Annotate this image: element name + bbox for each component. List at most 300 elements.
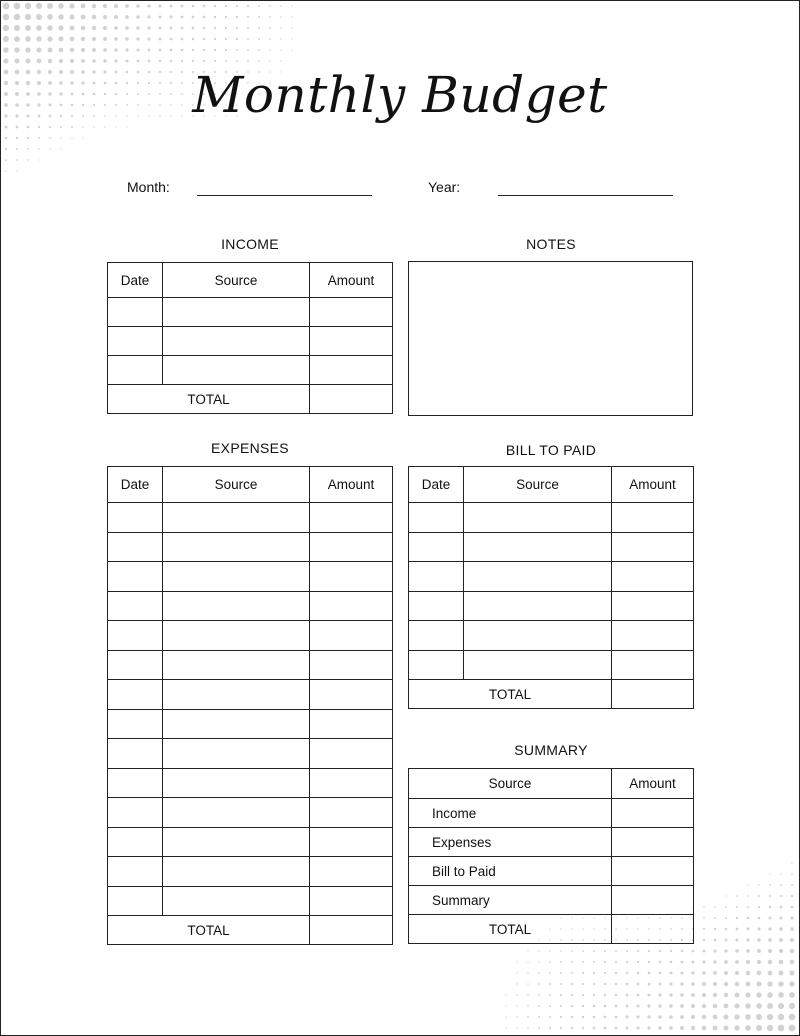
halftone-dot bbox=[691, 993, 695, 997]
halftone-dot bbox=[71, 137, 72, 138]
bills-date-cell[interactable] bbox=[409, 650, 464, 680]
halftone-dot bbox=[560, 961, 562, 963]
halftone-dot bbox=[769, 895, 771, 897]
halftone-dot bbox=[103, 48, 107, 52]
income-source-cell[interactable] bbox=[163, 356, 310, 385]
halftone-dot bbox=[582, 983, 584, 985]
halftone-dot bbox=[571, 994, 573, 996]
expenses-source-cell[interactable] bbox=[163, 857, 310, 887]
halftone-dot bbox=[58, 14, 63, 19]
expenses-source-cell[interactable] bbox=[163, 798, 310, 828]
halftone-dot bbox=[47, 36, 52, 41]
halftone-dot bbox=[48, 48, 53, 53]
halftone-dot bbox=[647, 1026, 650, 1029]
halftone-dot bbox=[60, 137, 62, 139]
halftone-dot bbox=[615, 950, 617, 952]
halftone-dot bbox=[756, 1025, 762, 1031]
halftone-dot bbox=[159, 49, 162, 52]
halftone-dot bbox=[703, 917, 705, 919]
page-title: Monthly Budget bbox=[192, 66, 608, 124]
summary-row bbox=[409, 828, 694, 857]
expenses-source-cell[interactable] bbox=[163, 768, 310, 798]
halftone-dot bbox=[516, 1027, 518, 1029]
halftone-dot bbox=[659, 972, 662, 975]
expenses-row bbox=[108, 680, 393, 710]
halftone-dot bbox=[702, 971, 706, 975]
halftone-dot bbox=[593, 950, 595, 952]
income-row bbox=[108, 356, 393, 385]
halftone-dot bbox=[560, 972, 562, 974]
halftone-dot bbox=[758, 906, 760, 908]
expenses-title: EXPENSES bbox=[211, 440, 289, 456]
halftone-dot bbox=[702, 1026, 706, 1030]
halftone-dot bbox=[36, 47, 41, 52]
halftone-dot bbox=[681, 950, 684, 953]
halftone-dot bbox=[14, 58, 19, 63]
halftone-dot bbox=[746, 971, 750, 975]
halftone-dot bbox=[703, 939, 706, 942]
income-source-cell[interactable] bbox=[163, 298, 310, 327]
halftone-dot bbox=[768, 938, 772, 942]
halftone-dot bbox=[158, 4, 161, 7]
expenses-date-cell[interactable] bbox=[108, 739, 163, 769]
bills-row bbox=[409, 591, 694, 621]
halftone-dot bbox=[779, 916, 782, 919]
halftone-dot bbox=[49, 137, 51, 139]
year-label: Year: bbox=[428, 179, 461, 195]
halftone-dot bbox=[736, 895, 738, 897]
halftone-dot bbox=[724, 982, 728, 986]
halftone-dot bbox=[36, 14, 42, 20]
expenses-amount-cell[interactable] bbox=[310, 886, 393, 916]
bills-date-cell[interactable] bbox=[409, 591, 464, 621]
halftone-dot bbox=[549, 1005, 551, 1007]
expenses-amount-cell[interactable] bbox=[310, 768, 393, 798]
expenses-amount-cell[interactable] bbox=[310, 827, 393, 857]
halftone-dot bbox=[291, 27, 292, 28]
halftone-dot bbox=[723, 1025, 728, 1030]
income-total-row bbox=[108, 385, 393, 414]
halftone-dot bbox=[714, 906, 716, 908]
expenses-date-cell[interactable] bbox=[108, 621, 163, 651]
halftone-dot bbox=[790, 927, 794, 931]
income-amount-cell[interactable] bbox=[310, 298, 393, 327]
expenses-date-cell[interactable] bbox=[108, 709, 163, 739]
halftone-dot bbox=[680, 1026, 684, 1030]
halftone-dot bbox=[636, 1026, 639, 1029]
expenses-row bbox=[108, 503, 393, 533]
halftone-dot bbox=[789, 1003, 795, 1009]
expenses-source-cell[interactable] bbox=[163, 827, 310, 857]
halftone-dot bbox=[669, 1026, 673, 1030]
halftone-dot bbox=[527, 994, 529, 996]
halftone-dot bbox=[236, 60, 238, 62]
halftone-dot bbox=[92, 15, 96, 19]
halftone-dot bbox=[14, 25, 20, 31]
halftone-dot bbox=[203, 60, 205, 62]
expenses-total-row bbox=[108, 916, 393, 945]
summary-amount-cell[interactable] bbox=[612, 799, 694, 828]
halftone-dot bbox=[36, 36, 41, 41]
halftone-dot bbox=[604, 1027, 607, 1030]
expenses-date-cell[interactable] bbox=[108, 591, 163, 621]
halftone-dot bbox=[125, 48, 128, 51]
halftone-dot bbox=[81, 26, 86, 31]
halftone-dot bbox=[170, 60, 173, 63]
halftone-dot bbox=[47, 14, 53, 20]
expenses-source-cell[interactable] bbox=[163, 562, 310, 592]
expenses-date-cell[interactable] bbox=[108, 827, 163, 857]
halftone-dot bbox=[669, 993, 672, 996]
halftone-dot bbox=[791, 873, 793, 875]
halftone-dot bbox=[659, 983, 662, 986]
halftone-dot bbox=[81, 59, 85, 63]
halftone-dot bbox=[203, 49, 205, 51]
halftone-dot bbox=[192, 60, 194, 62]
halftone-dot bbox=[516, 983, 517, 984]
bills-col-amount: Amount bbox=[612, 467, 694, 503]
halftone-dot bbox=[203, 27, 206, 30]
expenses-amount-cell[interactable] bbox=[310, 621, 393, 651]
halftone-dot bbox=[60, 148, 61, 149]
summary-amount-cell[interactable] bbox=[612, 828, 694, 857]
halftone-dot bbox=[92, 4, 97, 9]
halftone-dot bbox=[147, 26, 150, 29]
halftone-dot bbox=[36, 3, 42, 9]
halftone-dot bbox=[768, 927, 771, 930]
halftone-dot bbox=[593, 1005, 596, 1008]
halftone-dot bbox=[136, 15, 139, 18]
bills-amount-cell[interactable] bbox=[612, 621, 694, 651]
halftone-dot bbox=[659, 961, 662, 964]
halftone-dot bbox=[680, 993, 684, 997]
bills-source-cell[interactable] bbox=[464, 532, 612, 562]
expenses-date-cell[interactable] bbox=[108, 857, 163, 887]
halftone-dot bbox=[181, 5, 184, 8]
halftone-dot bbox=[36, 25, 42, 31]
halftone-dot bbox=[637, 972, 640, 975]
expenses-source-cell[interactable] bbox=[163, 680, 310, 710]
halftone-dot bbox=[648, 961, 650, 963]
halftone-dot bbox=[3, 3, 10, 10]
halftone-dot bbox=[757, 971, 762, 976]
halftone-dot bbox=[669, 1015, 673, 1019]
year-field[interactable] bbox=[498, 195, 673, 196]
expenses-date-cell[interactable] bbox=[108, 886, 163, 916]
halftone-dot bbox=[626, 983, 629, 986]
expenses-source-cell[interactable] bbox=[163, 532, 310, 562]
halftone-dot bbox=[604, 1005, 607, 1008]
expenses-row bbox=[108, 591, 393, 621]
halftone-dot bbox=[757, 960, 761, 964]
halftone-dot bbox=[280, 27, 282, 29]
halftone-dot bbox=[225, 16, 227, 18]
halftone-dot bbox=[181, 60, 183, 62]
expenses-source-cell[interactable] bbox=[163, 591, 310, 621]
halftone-dot bbox=[758, 917, 761, 920]
income-date-cell[interactable] bbox=[108, 356, 163, 385]
income-total-amount-cell[interactable] bbox=[310, 385, 393, 414]
halftone-dot bbox=[582, 1005, 584, 1007]
expenses-source-cell[interactable] bbox=[163, 650, 310, 680]
halftone-dot bbox=[757, 949, 761, 953]
bills-source-cell[interactable] bbox=[464, 562, 612, 592]
income-total-label: TOTAL bbox=[108, 385, 310, 414]
halftone-dot bbox=[516, 972, 517, 973]
halftone-dot bbox=[735, 971, 739, 975]
halftone-dot bbox=[780, 895, 782, 897]
halftone-dot bbox=[59, 37, 64, 42]
halftone-dot bbox=[225, 38, 227, 40]
expenses-source-cell[interactable] bbox=[163, 621, 310, 651]
bills-amount-cell[interactable] bbox=[612, 503, 694, 533]
summary-amount-cell[interactable] bbox=[612, 886, 694, 915]
halftone-dot bbox=[59, 48, 64, 53]
halftone-dot bbox=[791, 862, 792, 863]
income-amount-cell[interactable] bbox=[310, 356, 393, 385]
bills-total-amount-cell[interactable] bbox=[612, 680, 694, 709]
bills-row bbox=[409, 621, 694, 651]
expenses-row bbox=[108, 562, 393, 592]
halftone-dot bbox=[115, 126, 116, 127]
halftone-dot bbox=[691, 982, 695, 986]
summary-row-label: Income bbox=[409, 799, 612, 828]
summary-total-amount-cell[interactable] bbox=[612, 915, 694, 944]
halftone-dot bbox=[756, 1003, 762, 1009]
halftone-dot bbox=[746, 938, 749, 941]
bills-date-cell[interactable] bbox=[409, 621, 464, 651]
halftone-dot bbox=[789, 1025, 796, 1032]
halftone-dot bbox=[767, 992, 773, 998]
halftone-dot bbox=[735, 938, 738, 941]
income-row bbox=[108, 298, 393, 327]
halftone-dot bbox=[789, 1014, 796, 1021]
income-header-row bbox=[108, 263, 393, 298]
halftone-dot bbox=[538, 950, 539, 951]
income-date-cell[interactable] bbox=[108, 327, 163, 356]
expenses-date-cell[interactable] bbox=[108, 680, 163, 710]
halftone-dot bbox=[147, 15, 150, 18]
halftone-dot bbox=[790, 949, 794, 953]
halftone-dot bbox=[637, 1005, 640, 1008]
summary-col-amount: Amount bbox=[612, 769, 694, 799]
expenses-source-cell[interactable] bbox=[163, 503, 310, 533]
halftone-dot bbox=[269, 5, 271, 7]
halftone-dot bbox=[779, 938, 783, 942]
halftone-dot bbox=[713, 982, 717, 986]
halftone-dot bbox=[691, 1026, 695, 1030]
halftone-dot bbox=[615, 972, 617, 974]
halftone-dot bbox=[768, 949, 772, 953]
halftone-dot bbox=[258, 38, 260, 40]
halftone-dot bbox=[637, 994, 640, 997]
bills-source-cell[interactable] bbox=[464, 503, 612, 533]
halftone-dot bbox=[593, 961, 595, 963]
halftone-dot bbox=[516, 994, 517, 995]
halftone-dot bbox=[538, 983, 540, 985]
expenses-total-label: TOTAL bbox=[108, 916, 310, 945]
notes-box[interactable] bbox=[408, 261, 693, 416]
halftone-dot bbox=[658, 1026, 661, 1029]
halftone-dot bbox=[714, 917, 716, 919]
halftone-dot bbox=[280, 60, 281, 61]
halftone-dot bbox=[136, 4, 140, 8]
halftone-decoration-top-left bbox=[0, 0, 300, 300]
bills-source-cell[interactable] bbox=[464, 621, 612, 651]
halftone-dot bbox=[648, 950, 650, 952]
halftone-dot bbox=[5, 159, 7, 161]
halftone-dot bbox=[571, 1027, 573, 1029]
halftone-dot bbox=[203, 38, 206, 41]
expenses-amount-cell[interactable] bbox=[310, 709, 393, 739]
halftone-dot bbox=[713, 960, 716, 963]
summary-amount-cell[interactable] bbox=[612, 857, 694, 886]
income-col-source: Source bbox=[163, 263, 310, 298]
halftone-dot bbox=[736, 906, 738, 908]
halftone-dot bbox=[280, 5, 282, 7]
summary-row bbox=[409, 857, 694, 886]
halftone-dot bbox=[25, 36, 31, 42]
expenses-amount-cell[interactable] bbox=[310, 739, 393, 769]
bills-amount-cell[interactable] bbox=[612, 562, 694, 592]
expenses-amount-cell[interactable] bbox=[310, 680, 393, 710]
bills-amount-cell[interactable] bbox=[612, 591, 694, 621]
halftone-dot bbox=[626, 1027, 629, 1030]
expenses-row bbox=[108, 532, 393, 562]
month-field[interactable] bbox=[197, 195, 372, 196]
bills-date-cell[interactable] bbox=[409, 562, 464, 592]
halftone-dot bbox=[725, 928, 728, 931]
halftone-dot bbox=[571, 961, 573, 963]
halftone-dot bbox=[14, 3, 21, 10]
halftone-dot bbox=[582, 961, 584, 963]
expenses-total-amount-cell[interactable] bbox=[310, 916, 393, 945]
halftone-dot bbox=[549, 1027, 551, 1029]
expenses-amount-cell[interactable] bbox=[310, 857, 393, 887]
income-amount-cell[interactable] bbox=[310, 327, 393, 356]
bills-source-cell[interactable] bbox=[464, 650, 612, 680]
expenses-date-cell[interactable] bbox=[108, 532, 163, 562]
halftone-dot bbox=[14, 14, 20, 20]
expenses-date-cell[interactable] bbox=[108, 562, 163, 592]
expenses-date-cell[interactable] bbox=[108, 650, 163, 680]
expenses-date-cell[interactable] bbox=[108, 768, 163, 798]
halftone-dot bbox=[538, 1027, 540, 1029]
expenses-row bbox=[108, 886, 393, 916]
halftone-dot bbox=[703, 906, 704, 907]
halftone-dot bbox=[181, 27, 184, 30]
summary-row bbox=[409, 886, 694, 915]
halftone-dot bbox=[291, 16, 292, 17]
halftone-dot bbox=[69, 3, 74, 8]
halftone-dot bbox=[93, 126, 95, 128]
halftone-dot bbox=[38, 159, 39, 160]
halftone-dot bbox=[791, 895, 794, 898]
halftone-dot bbox=[16, 159, 18, 161]
halftone-dot bbox=[192, 5, 195, 8]
halftone-dot bbox=[549, 972, 551, 974]
halftone-dot bbox=[527, 961, 528, 962]
halftone-dot bbox=[516, 1005, 518, 1007]
halftone-dot bbox=[280, 38, 282, 40]
halftone-dot bbox=[5, 137, 8, 140]
halftone-dot bbox=[170, 16, 173, 19]
halftone-dot bbox=[735, 960, 739, 964]
halftone-dot bbox=[549, 994, 551, 996]
expenses-amount-cell[interactable] bbox=[310, 562, 393, 592]
income-date-cell[interactable] bbox=[108, 298, 163, 327]
bills-amount-cell[interactable] bbox=[612, 532, 694, 562]
halftone-dot bbox=[724, 960, 728, 964]
halftone-dot bbox=[713, 1026, 718, 1031]
bills-date-cell[interactable] bbox=[409, 532, 464, 562]
bills-source-cell[interactable] bbox=[464, 591, 612, 621]
halftone-dot bbox=[236, 16, 238, 18]
expenses-date-cell[interactable] bbox=[108, 798, 163, 828]
expenses-row bbox=[108, 798, 393, 828]
halftone-dot bbox=[736, 917, 738, 919]
bills-header-row bbox=[409, 467, 694, 503]
expenses-source-cell[interactable] bbox=[163, 709, 310, 739]
halftone-dot bbox=[745, 1003, 750, 1008]
halftone-dot bbox=[58, 25, 63, 30]
halftone-dot bbox=[47, 3, 53, 9]
halftone-dot bbox=[703, 950, 706, 953]
halftone-dot bbox=[615, 1016, 618, 1019]
halftone-dot bbox=[505, 994, 506, 995]
halftone-dot bbox=[658, 1004, 661, 1007]
expenses-amount-cell[interactable] bbox=[310, 798, 393, 828]
income-source-cell[interactable] bbox=[163, 327, 310, 356]
halftone-dot bbox=[778, 1014, 784, 1020]
expenses-source-cell[interactable] bbox=[163, 886, 310, 916]
halftone-dot bbox=[680, 982, 683, 985]
halftone-dot bbox=[757, 938, 761, 942]
expenses-amount-cell[interactable] bbox=[310, 650, 393, 680]
halftone-dot bbox=[70, 48, 74, 52]
halftone-dot bbox=[768, 960, 772, 964]
halftone-dot bbox=[658, 993, 661, 996]
halftone-dot bbox=[203, 16, 206, 19]
halftone-dot bbox=[593, 983, 595, 985]
expenses-source-cell[interactable] bbox=[163, 739, 310, 769]
expenses-col-amount: Amount bbox=[310, 467, 393, 503]
halftone-dot bbox=[669, 982, 672, 985]
halftone-dot bbox=[670, 961, 673, 964]
expenses-amount-cell[interactable] bbox=[310, 591, 393, 621]
expenses-amount-cell[interactable] bbox=[310, 503, 393, 533]
halftone-dot bbox=[615, 1005, 618, 1008]
halftone-dot bbox=[713, 971, 717, 975]
halftone-dot bbox=[60, 126, 62, 128]
halftone-dot bbox=[258, 49, 260, 51]
halftone-dot bbox=[3, 25, 9, 31]
expenses-date-cell[interactable] bbox=[108, 503, 163, 533]
halftone-dot bbox=[582, 972, 584, 974]
bills-amount-cell[interactable] bbox=[612, 650, 694, 680]
halftone-dot bbox=[745, 992, 750, 997]
halftone-dot bbox=[778, 1025, 785, 1032]
halftone-dot bbox=[647, 1004, 650, 1007]
expenses-amount-cell[interactable] bbox=[310, 532, 393, 562]
bills-date-cell[interactable] bbox=[409, 503, 464, 533]
halftone-dot bbox=[92, 48, 96, 52]
bills-title: BILL TO PAID bbox=[505, 442, 597, 458]
halftone-dot bbox=[527, 983, 529, 985]
halftone-dot bbox=[291, 5, 292, 6]
halftone-dot bbox=[615, 1027, 618, 1030]
halftone-dot bbox=[789, 981, 794, 986]
